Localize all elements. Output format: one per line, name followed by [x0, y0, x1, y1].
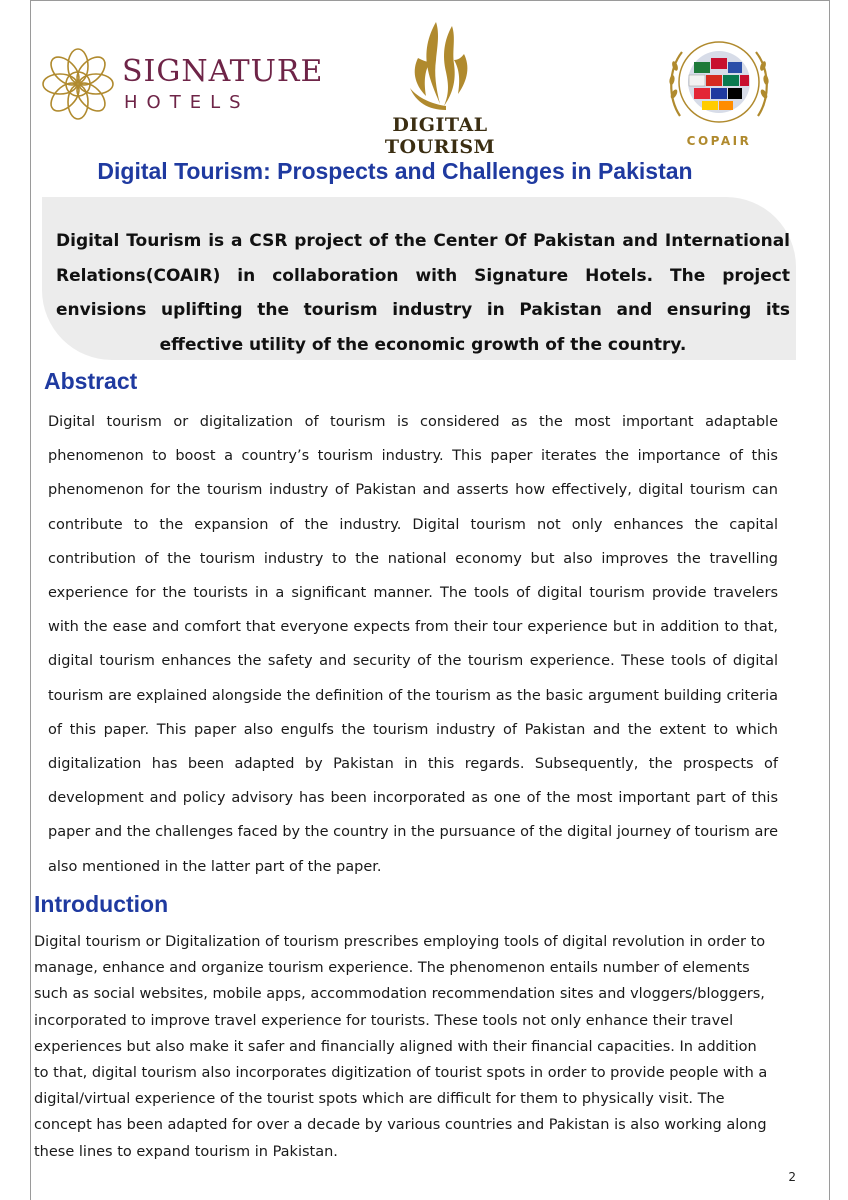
- page-border-top: [30, 0, 830, 1]
- signature-hotels-logo: [38, 44, 328, 124]
- page-number: 2: [788, 1170, 796, 1184]
- digital-tourism-emblem-icon: [340, 18, 540, 114]
- introduction-heading: Introduction: [34, 891, 169, 917]
- abstract-heading: Abstract: [44, 368, 138, 394]
- copair-logo-name: COPAIR: [686, 134, 752, 148]
- page-border-left: [30, 0, 31, 1200]
- abstract-body: Digital tourism or digitalization of tourism is considered as the most important adaptable phenomenon to boost a country’s tourism industry. This paper iterates the importance of this phenomenon for the tourism industry of Pakistan and asserts how effectively, digital tourism can contribute to the expansion of the industry. Digital tourism not only enhances the capital contribution of the tourism industry to the national economy but also improves the travelling experience for the tourists in a significant manner. The tools of digital tourism provide travelers with the ease and comfort that everyone expects from their tour experience but in addition to that, digital tourism enhances the safety and security of the tourism experience. These tools of digital tourism are explained alongside the definition of the tourism as the basic argument building criteria of this paper. This paper also engulfs the tourism industry of Pakistan and the extent to which digitalization has been adapted by Pakistan in this regards. Subsequently, the prospects of development and policy advisory has been incorporated as one of the most important part of this paper and the challenges faced by the country in the pursuance of the digital journey of tourism are also mentioned in the latter part of the paper.: [48, 414, 778, 875]
- digital-tourism-logo: [340, 18, 540, 158]
- signature-emblem-icon: [38, 44, 118, 124]
- introduction-body: Digital tourism or Digitalization of tourism prescribes employing tools of digital revolution in order to manage, enhance and organize tourism experience. The phenomenon entails number of elements such as social websites, mobile apps, accommodation recommendation sites and vloggers/bloggers, incorporated to improve travel experience for tourists. These tools not only enhance their travel experiences but also make it safer and financially aligned with their financial capacities. In addition to that, digital tourism also incorporates digitization of tourist spots in order to provide people with a digital/virtual experience of the tourist spots which are difficult for them to physically visit. The concept has been adapted for over a decade by various countries and Pakistan is also working along these lines to expand tourism in Pakistan.: [34, 934, 768, 1160]
- digital-tourism-logo-name: DIGITAL TOURISM: [384, 114, 496, 158]
- copair-globe-emblem-icon: [664, 36, 774, 134]
- summary-text: Digital Tourism is a CSR project of the Center Of Pakistan and International Relations(COAIR) in collaboration with Signature Hotels. The project envisions uplifting the tourism industry in Pakistan and ensuring its effective utility of the economic growth of the country.: [56, 231, 790, 355]
- document-title: Digital Tourism: Prospects and Challenges in Pakistan: [97, 158, 693, 184]
- signature-logo-sub: HOTELS: [124, 92, 250, 113]
- copair-logo: [664, 36, 774, 156]
- page-border-right: [829, 0, 830, 1200]
- signature-logo-name: SIGNATURE: [122, 54, 324, 89]
